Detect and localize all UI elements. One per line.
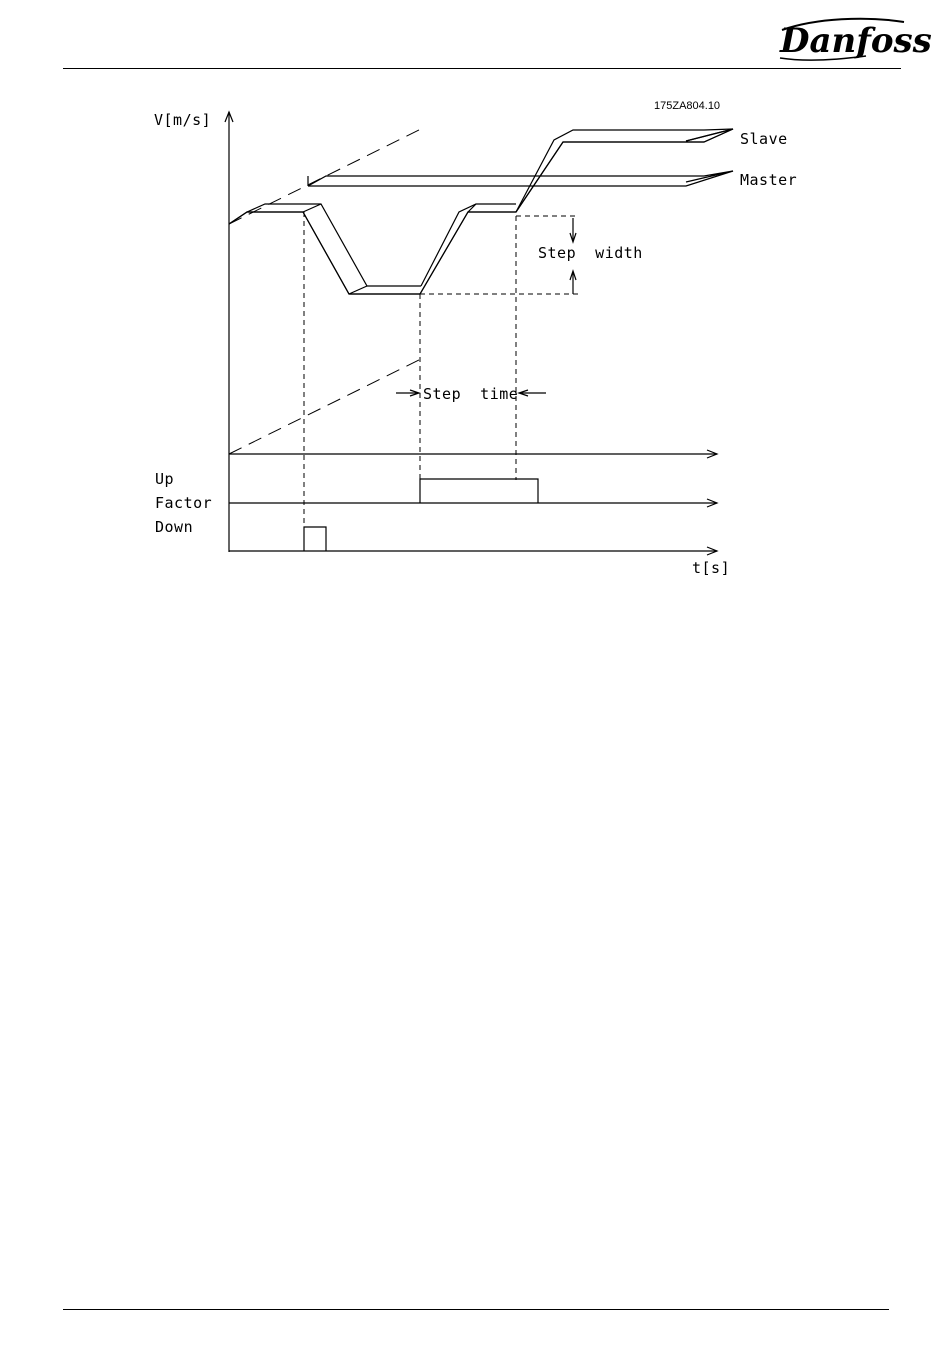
step-width-label: Step width bbox=[538, 244, 643, 262]
slave-label: Slave bbox=[740, 130, 788, 148]
y-axis-label: V[m/s] bbox=[154, 111, 212, 129]
master-label: Master bbox=[740, 171, 798, 189]
figure-id: 175ZA804.10 bbox=[654, 100, 721, 112]
x-axis-label: t[s] bbox=[692, 559, 731, 577]
lower-dashed-diagonal bbox=[229, 357, 425, 454]
brand-wordmark: Danfoss bbox=[780, 21, 932, 61]
slave-profile bbox=[229, 129, 733, 294]
up-pulse bbox=[420, 479, 538, 503]
step-time-label: Step time bbox=[423, 385, 519, 403]
footer-rule bbox=[63, 1309, 889, 1310]
factor-label: Factor bbox=[155, 494, 213, 512]
down-pulse bbox=[304, 527, 326, 551]
up-label: Up bbox=[155, 470, 175, 488]
step-diagram bbox=[0, 0, 950, 620]
down-label: Down bbox=[155, 518, 194, 536]
master-band bbox=[308, 171, 733, 186]
